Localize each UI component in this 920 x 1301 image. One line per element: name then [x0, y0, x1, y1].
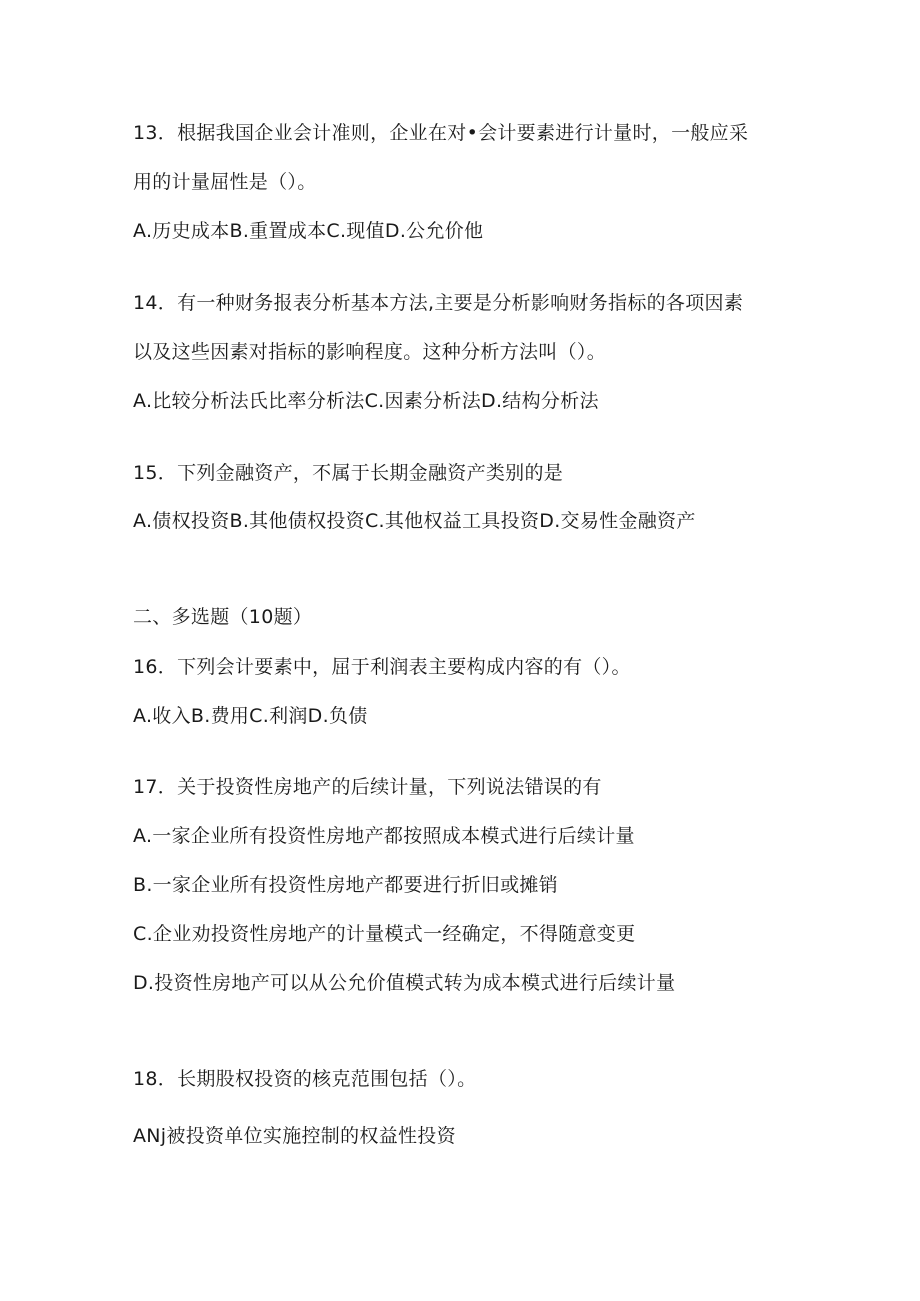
- question-14-text-line1: 14．有一种财务报表分析基本方法,主要是分析影响财务指标的各项因素: [133, 292, 744, 314]
- question-16-options: A.收入B.费用C.利润D.负债: [133, 705, 368, 727]
- question-13-options: A.历史成本B.重置成本C.现值D.公允价他: [133, 220, 484, 242]
- question-17-text: 17．关于投资性房地产的后续计量，下列说法错误的有: [133, 776, 602, 798]
- question-13-text-line2: 用的计量屈性是（）。: [133, 171, 317, 193]
- question-14-options: A.比较分析法氏比率分析法C.因素分析法D.结构分析法: [133, 390, 599, 412]
- question-17-option-a: A.一家企业所有投资性房地产都按照成本模式进行后续计量: [133, 825, 635, 847]
- section-heading-multiple-choice: 二、多选题（10题）: [133, 606, 313, 628]
- question-17-option-c: C.企业劝投资性房地产的计量模式一经确定，不得随意变更: [133, 923, 636, 945]
- question-18-text: 18．长期股权投资的核克范围包括（）。: [133, 1068, 477, 1090]
- question-13-text-line1: 13．根据我国企业会计准则，企业在对•会计要素进行计量时，一般应采: [133, 122, 749, 144]
- question-17-option-b: B.一家企业所有投资性房地产都要进行折旧或摊销: [133, 874, 558, 896]
- question-16-text: 16．下列会计要素中，屈于利润表主要构成内容的有（）。: [133, 656, 631, 678]
- question-18-option-a: ANj被投资单位实施控制的权益性投资: [133, 1125, 456, 1147]
- question-15-text: 15．下列金融资产，不属于长期金融资产类别的是: [133, 462, 564, 484]
- question-14-text-line2: 以及这些因素对指标的影响程度。这种分析方法叫（）。: [133, 341, 607, 363]
- question-17-option-d: D.投资性房地产可以从公允价值模式转为成本模式进行后续计量: [133, 972, 676, 994]
- question-15-options: A.债权投资B.其他债权投资C.其他权益工具投资D.交易性金融资产: [133, 510, 696, 532]
